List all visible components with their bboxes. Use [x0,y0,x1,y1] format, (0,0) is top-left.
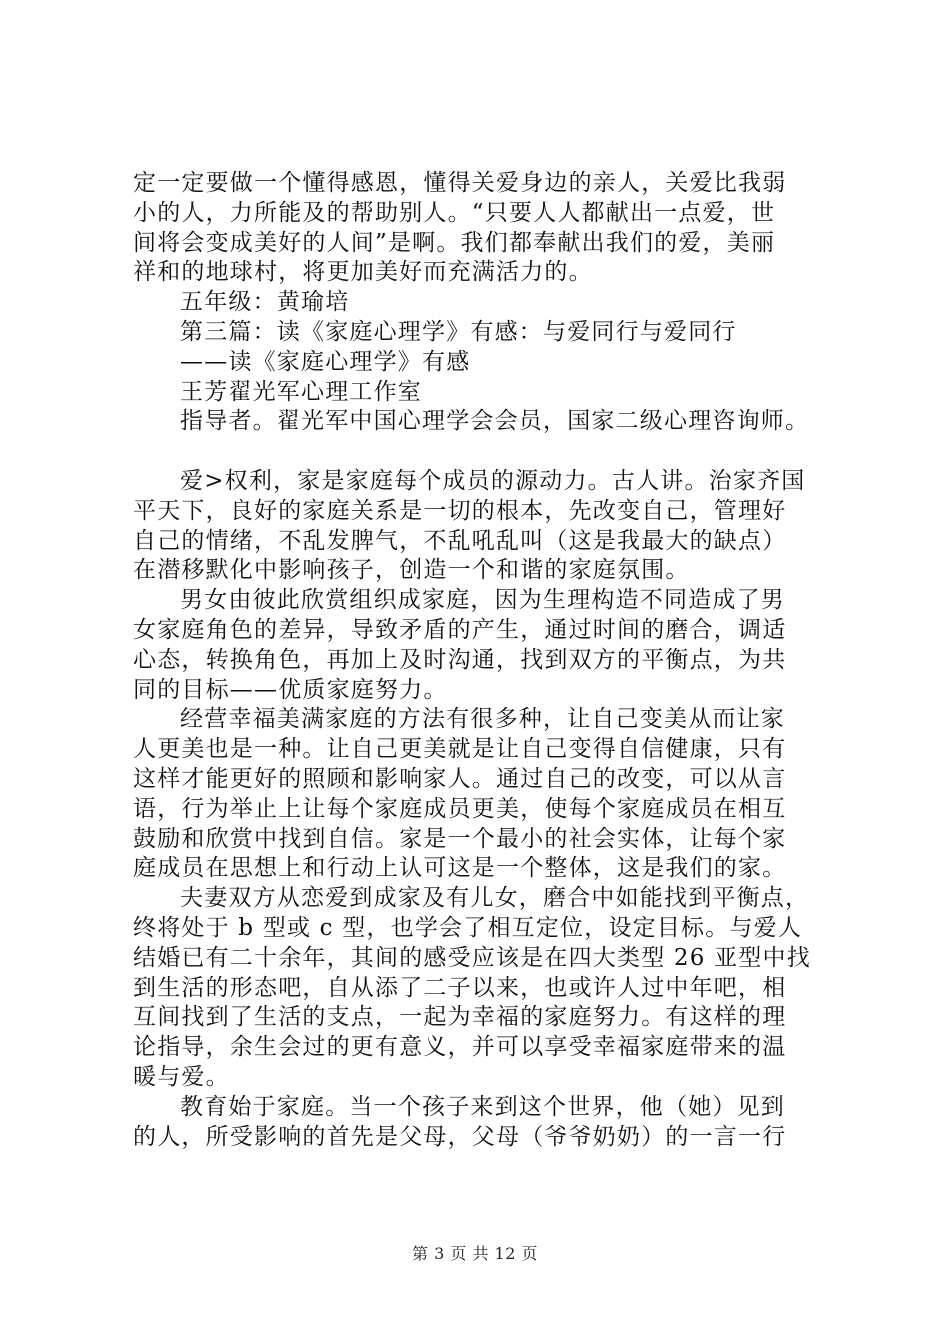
text-line: 小的人，力所能及的帮助别人。“只要人人都献出一点爱，世 [133,199,776,226]
text-line: 互间找到了生活的支点，一起为幸福的家庭努力。有这样的理 [133,1004,787,1031]
text-line: 的人，所受影响的首先是父母，父母（爷爷奶奶）的一言一行 [133,1123,787,1150]
text-line: 自己的情绪，不乱发脾气，不乱吼乱叫（这是我最大的缺点） [133,527,787,554]
text-line: 平天下，良好的家庭关系是一切的根本，先改变自己，管理好 [133,497,787,524]
text-line: 男女由彼此欣赏组织成家庭，因为生理构造不同造成了男 [180,587,785,614]
text-line: 到生活的形态吧，自从添了二子以来，也或许人过中年吧，相 [133,974,787,1001]
text-line: 在潜移默化中影响孩子，创造一个和谐的家庭氛围。 [133,557,690,584]
text-line: 结婚已有二十余年，其间的感受应该是在四大类型 26 亚型中找 [133,944,811,971]
text-line: 祥和的地球村，将更加美好而充满活力的。 [133,259,593,286]
text-line: 指导者。翟光军中国心理学会会员，国家二级心理咨询师。 [180,408,810,435]
text-line: 人更美也是一种。让自己更美就是让自己变得自信健康，只有 [133,736,787,763]
text-line: 第三篇：读《家庭心理学》有感：与爱同行与爱同行 [180,318,737,345]
text-line: 同的目标——优质家庭努力。 [133,676,448,703]
text-line: 论指导，余生会过的更有意义，并可以享受幸福家庭带来的温 [133,1034,787,1061]
text-line: 女家庭角色的差异，导致矛盾的产生，通过时间的磨合，调适 [133,616,787,643]
text-line: 心态，转换角色，再加上及时沟通，找到双方的平衡点，为共 [133,646,787,673]
text-line: 夫妻双方从恋爱到成家及有儿女，磨合中如能找到平衡点， [180,885,810,912]
text-line: ——读《家庭心理学》有感 [180,348,471,375]
text-line: 爱>权利，家是家庭每个成员的源动力。古人讲。治家齐国 [180,467,806,494]
text-line: 定一定要做一个懂得感恩，懂得关爱身边的亲人，关爱比我弱 [133,170,787,196]
text-line: 暖与爱。 [133,1063,230,1090]
text-line: 语，行为举止上让每个家庭成员更美，使每个家庭成员在相互 [133,795,787,822]
text-line: 这样才能更好的照顾和影响家人。通过自己的改变，可以从言 [133,765,787,792]
text-line: 庭成员在思想上和行动上认可这是一个整体，这是我们的家。 [133,855,787,882]
blank-line [133,437,833,467]
text-line: 教育始于家庭。当一个孩子来到这个世界，他（她）见到 [180,1093,785,1120]
page-footer: 第 3 页 共 12 页 [412,1244,538,1263]
text-line: 经营幸福美满家庭的方法有很多种，让自己变美从而让家 [180,706,785,733]
text-line: 王芳翟光军心理工作室 [180,378,422,405]
text-line: 鼓励和欣赏中找到自信。家是一个最小的社会实体，让每个家 [133,825,787,852]
text-line: 间将会变成美好的人间”是啊。我们都奉献出我们的爱，美丽 [133,229,776,256]
text-line: 终将处于 b 型或 c 型，也学会了相互定位，设定目标。与爱人 [133,914,803,941]
text-line: 五年级：黄瑜培 [180,289,350,316]
document-body [133,169,833,1152]
